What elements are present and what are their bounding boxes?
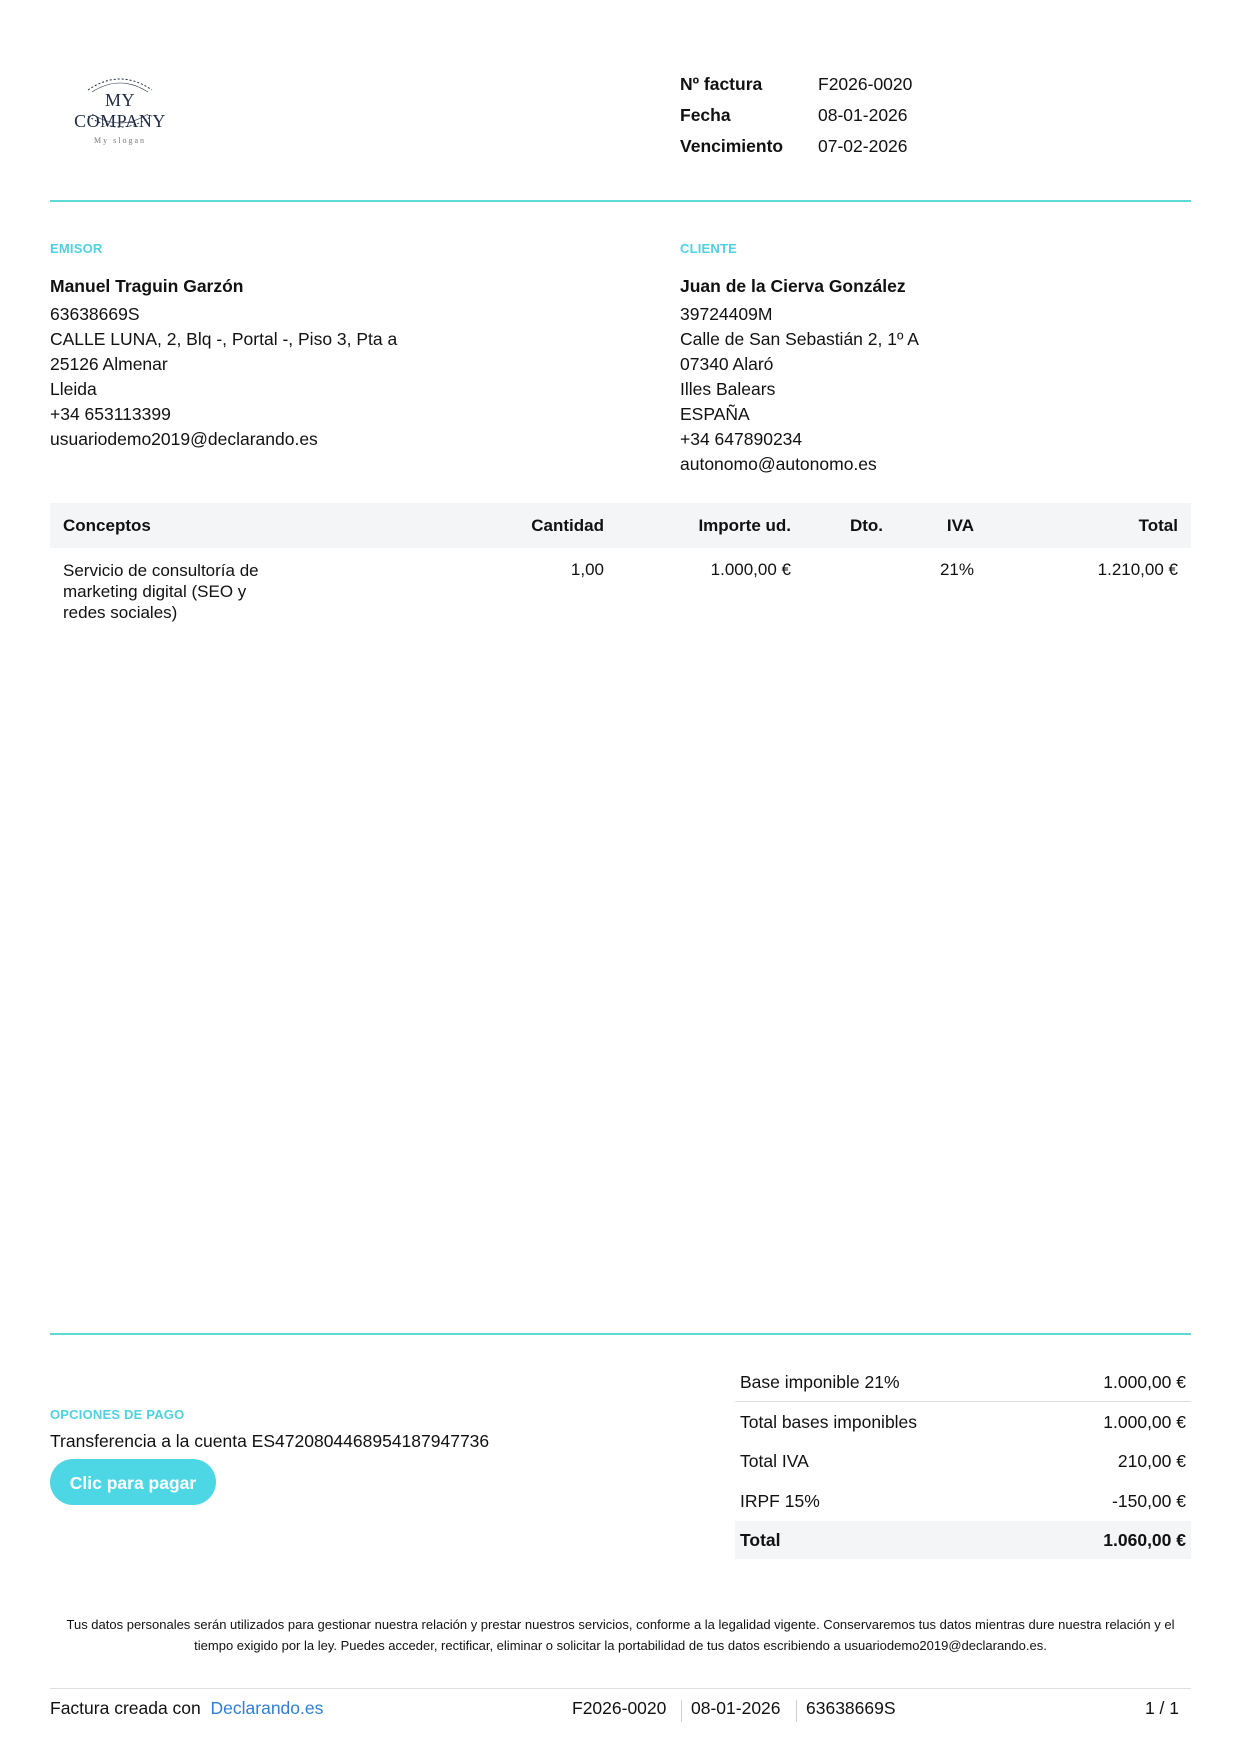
footer-divider xyxy=(50,1333,1191,1335)
footer-separator xyxy=(681,1700,682,1722)
issuer-section-title: EMISOR xyxy=(50,241,103,256)
issuer-block xyxy=(50,274,610,452)
client-section-title: CLIENTE xyxy=(680,241,738,256)
totals-row-vat xyxy=(735,1442,1191,1480)
client-city: 07340 Alaró xyxy=(680,354,774,374)
privacy-line: Tus datos personales serán utilizados para gestionar nuestra relación y prestar nuestros servicios, conforme a la legalidad vigente. Conservaremos tus datos mientras dure nuestra relación y el xyxy=(66,1617,1175,1632)
issuer-phone: +34 653113399 xyxy=(50,404,171,424)
privacy-line: tiempo exigido por la ley. Puedes acceder, rectificar, eliminar o solicitar la portabilidad de tus datos escribiendo a usuariodemo2019@declarando.es. xyxy=(194,1638,1047,1653)
col-header-concept: Conceptos xyxy=(63,516,151,535)
client-address: Calle de San Sebastián 2, 1º A xyxy=(680,329,919,349)
logo-company-name: MY COMPANY xyxy=(74,90,166,131)
items-table-header xyxy=(50,503,1191,548)
page-footer-divider xyxy=(50,1688,1191,1689)
logo-slogan: My slogan xyxy=(94,136,146,145)
footer-declarando-link[interactable]: Declarando.es xyxy=(210,1698,324,1718)
totals-grand-value: 1.060,00 € xyxy=(1103,1530,1186,1550)
payment-section-title: OPCIONES DE PAGO xyxy=(50,1407,185,1422)
footer-separator xyxy=(796,1700,797,1722)
company-logo xyxy=(58,68,182,152)
client-name: Juan de la Cierva González xyxy=(680,276,906,296)
issuer-email: usuariodemo2019@declarando.es xyxy=(50,429,318,449)
footer-tax-id: 63638669S xyxy=(806,1698,896,1718)
row-quantity: 1,00 xyxy=(570,560,604,579)
totals-grand-label: Total xyxy=(740,1530,781,1550)
col-header-total: Total xyxy=(1138,516,1178,535)
invoice-number-row xyxy=(680,74,1100,104)
totals-row-base xyxy=(735,1363,1191,1402)
totals-bases-value: 1.000,00 € xyxy=(1103,1412,1186,1432)
invoice-date-label: Fecha xyxy=(680,105,731,125)
client-phone: +34 647890234 xyxy=(680,429,803,449)
pay-button[interactable]: Clic para pagar xyxy=(50,1459,216,1505)
totals-base-value: 1.000,00 € xyxy=(1103,1372,1186,1392)
row-concept-line: redes sociales) xyxy=(63,603,178,622)
page-footer xyxy=(50,1698,1191,1726)
totals-bases-label: Total bases imponibles xyxy=(740,1412,918,1432)
invoice-due-row xyxy=(680,136,1100,166)
col-header-quantity: Cantidad xyxy=(531,516,604,535)
footer-date: 08-01-2026 xyxy=(691,1698,781,1718)
row-vat: 21% xyxy=(939,560,974,579)
totals-irpf-value: -150,00 € xyxy=(1112,1491,1186,1511)
privacy-notice xyxy=(50,1614,1191,1656)
footer-created-with xyxy=(50,1698,323,1719)
row-unit-price: 1.000,00 € xyxy=(710,560,791,579)
totals-row-grand xyxy=(735,1521,1191,1559)
client-country: ESPAÑA xyxy=(680,404,750,424)
invoice-number-value: F2026-0020 xyxy=(818,74,913,94)
issuer-address: CALLE LUNA, 2, Blq -, Portal -, Piso 3, Pta a xyxy=(50,329,398,349)
row-concept-line: Servicio de consultoría de xyxy=(63,561,259,580)
invoice-number-label: Nº factura xyxy=(680,74,763,94)
client-tax-id: 39724409M xyxy=(680,304,773,324)
issuer-province: Lleida xyxy=(50,379,97,399)
footer-invoice-number: F2026-0020 xyxy=(572,1698,667,1718)
col-header-vat: IVA xyxy=(946,516,974,535)
totals-irpf-label: IRPF 15% xyxy=(740,1491,820,1511)
col-header-discount: Dto. xyxy=(849,516,883,535)
header-divider xyxy=(50,200,1191,202)
totals-base-label: Base imponible 21% xyxy=(740,1372,900,1392)
totals-vat-value: 210,00 € xyxy=(1117,1451,1186,1471)
issuer-city: 25126 Almenar xyxy=(50,354,168,374)
invoice-due-value: 07-02-2026 xyxy=(818,136,908,156)
totals-row-bases xyxy=(735,1403,1191,1441)
row-concept xyxy=(63,560,259,623)
issuer-tax-id: 63638669S xyxy=(50,304,140,324)
footer-page-number: 1 / 1 xyxy=(1144,1698,1179,1718)
col-header-unit-price: Importe ud. xyxy=(698,516,791,535)
invoice-due-label: Vencimiento xyxy=(680,136,784,156)
row-total: 1.210,00 € xyxy=(1097,560,1178,579)
totals-row-irpf xyxy=(735,1482,1191,1520)
table-row xyxy=(50,560,1191,630)
issuer-name: Manuel Traguin Garzón xyxy=(50,276,244,296)
invoice-date-value: 08-01-2026 xyxy=(818,105,908,125)
row-concept-line: marketing digital (SEO y xyxy=(63,582,247,601)
client-email: autonomo@autonomo.es xyxy=(680,454,877,474)
totals-vat-label: Total IVA xyxy=(740,1451,809,1471)
client-block xyxy=(680,274,1180,477)
footer-created-label: Factura creada con xyxy=(50,1698,201,1718)
client-province: Illes Balears xyxy=(680,379,776,399)
payment-method: Transferencia a la cuenta ES4720804468954187947736 xyxy=(50,1431,490,1451)
invoice-date-row xyxy=(680,105,1100,135)
